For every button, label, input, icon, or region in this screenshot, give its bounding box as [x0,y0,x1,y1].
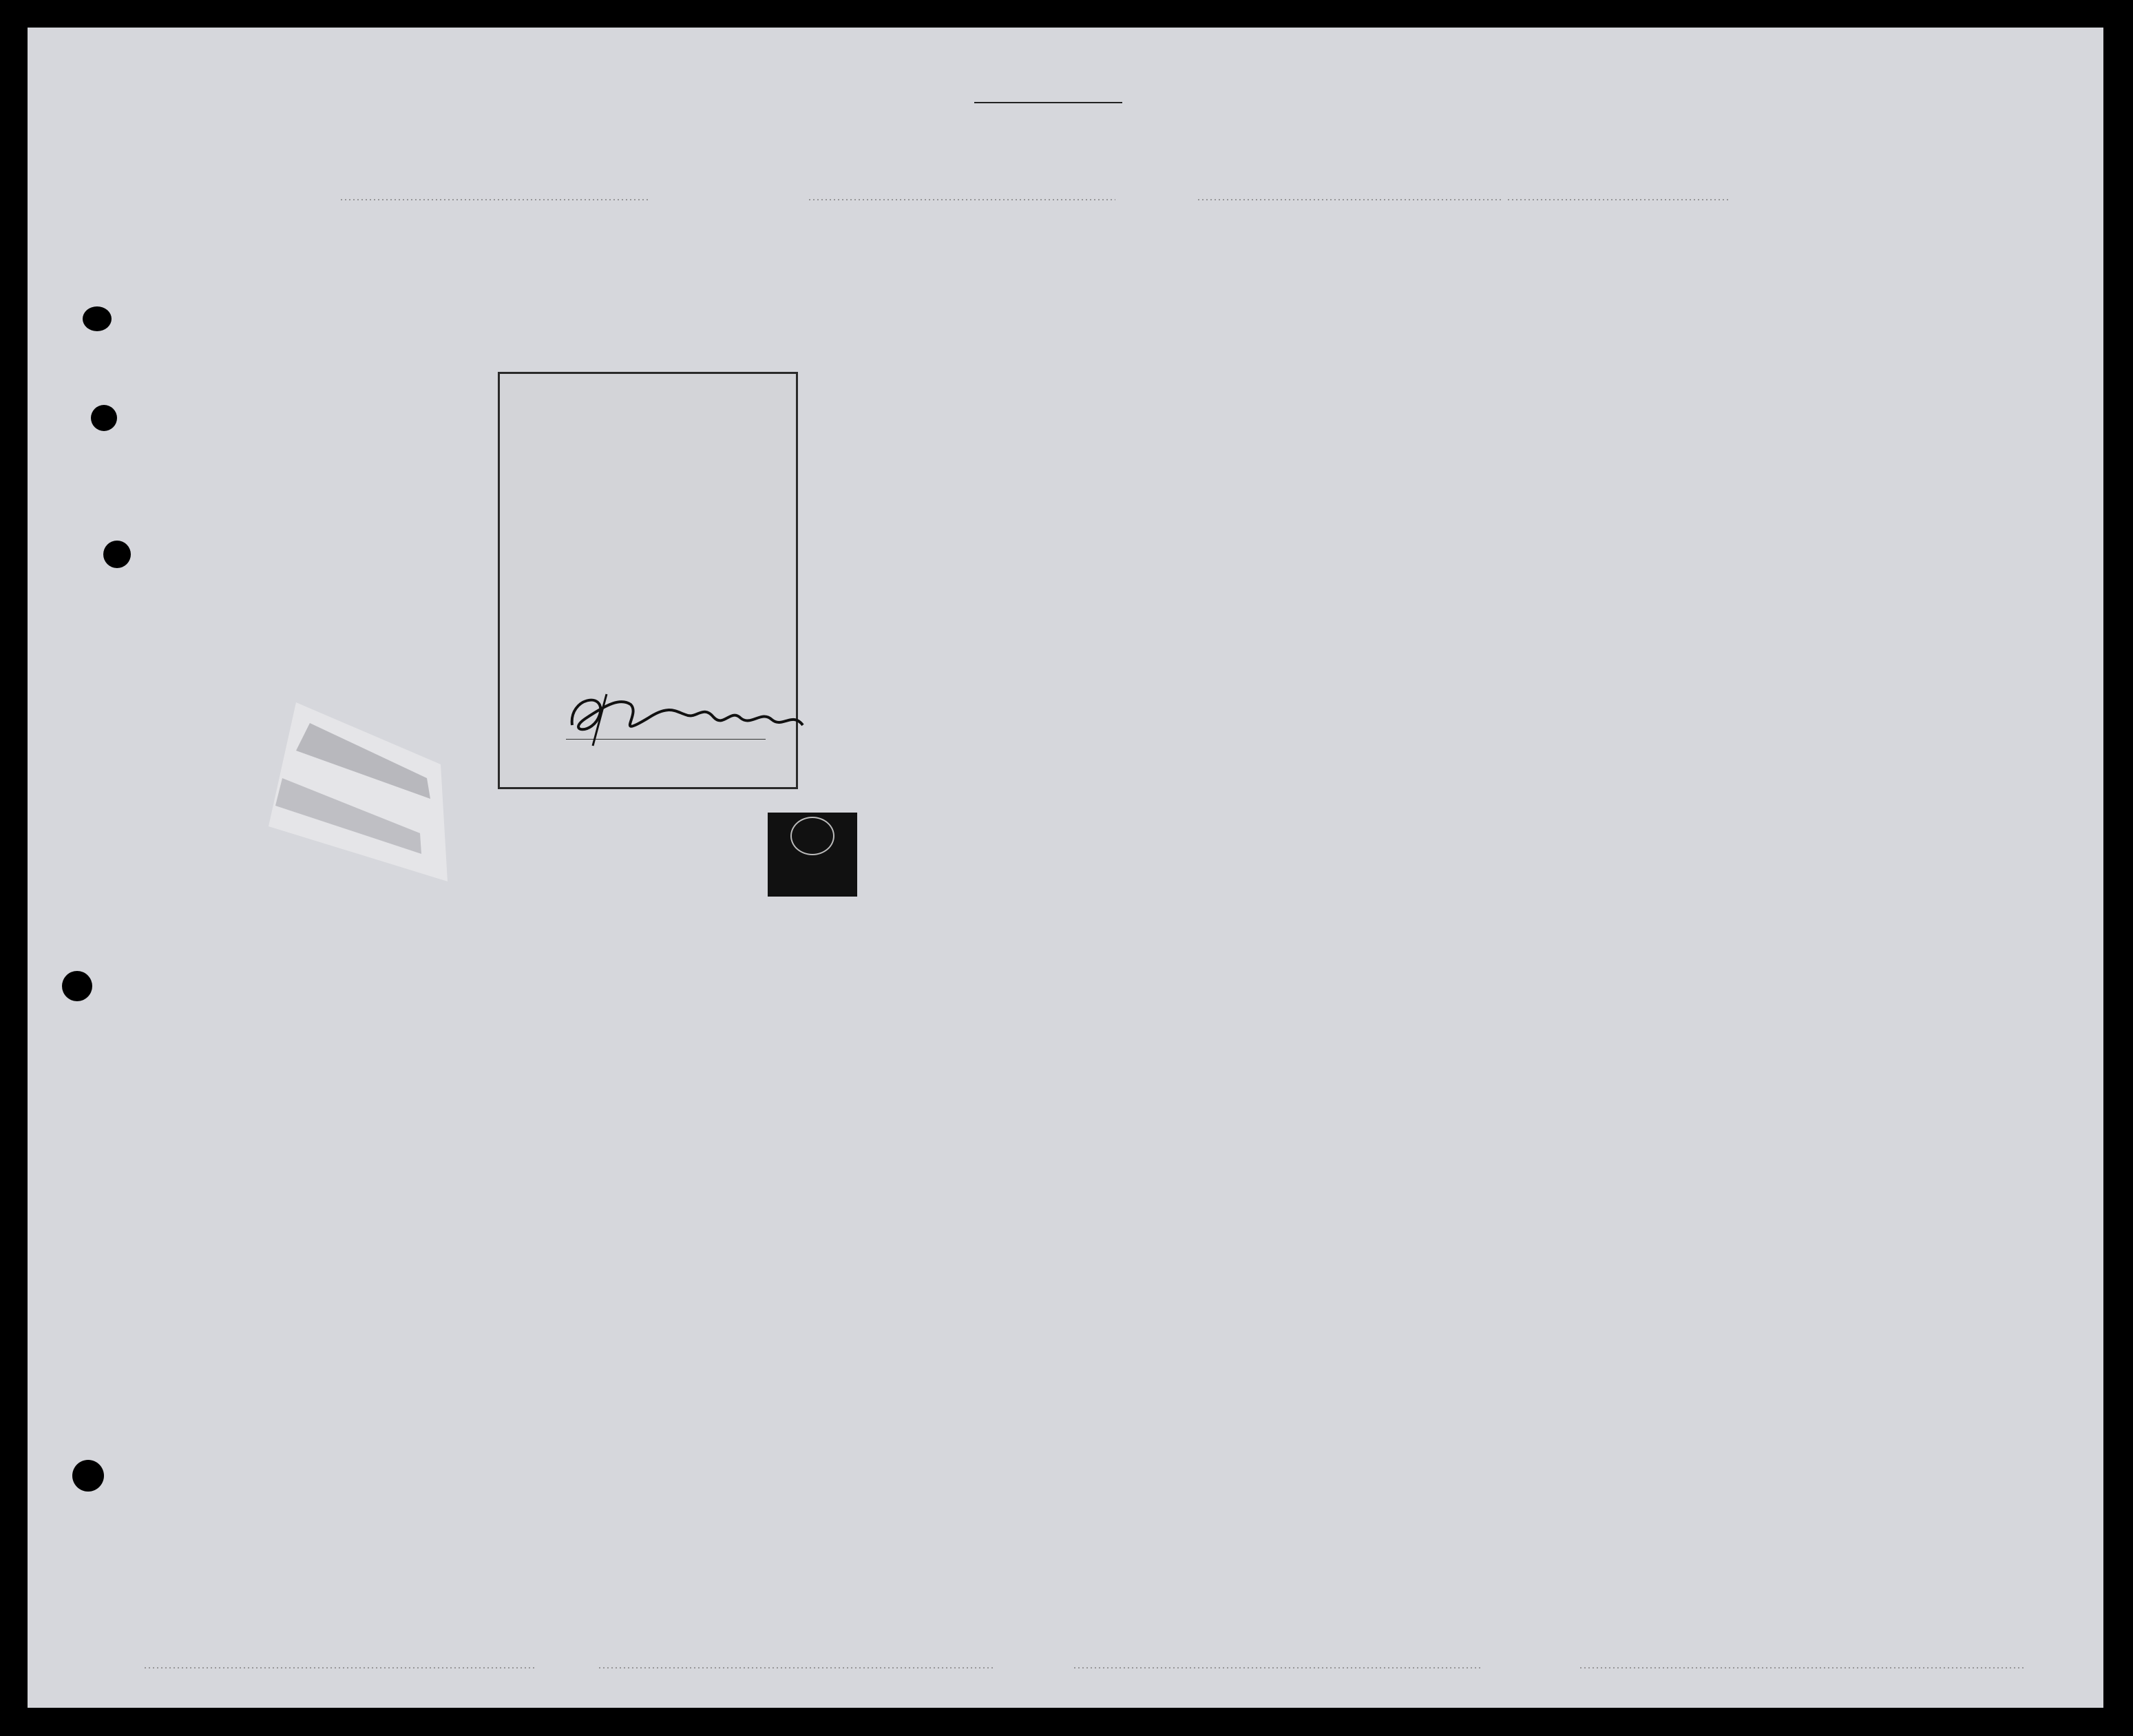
footer-signature-lines [28,1660,2103,1673]
fee-stamp-amount [790,817,834,855]
visa-stamp [498,372,798,789]
binder-hole [91,405,117,431]
embossed-seal [234,661,482,923]
binder-hole [62,971,92,1001]
fee-stamp [768,813,857,897]
binder-hole [83,306,112,331]
binder-hole [72,1460,104,1492]
binder-hole [103,541,131,568]
manifest-sheet [28,28,2103,1708]
consul-signature [565,677,875,753]
